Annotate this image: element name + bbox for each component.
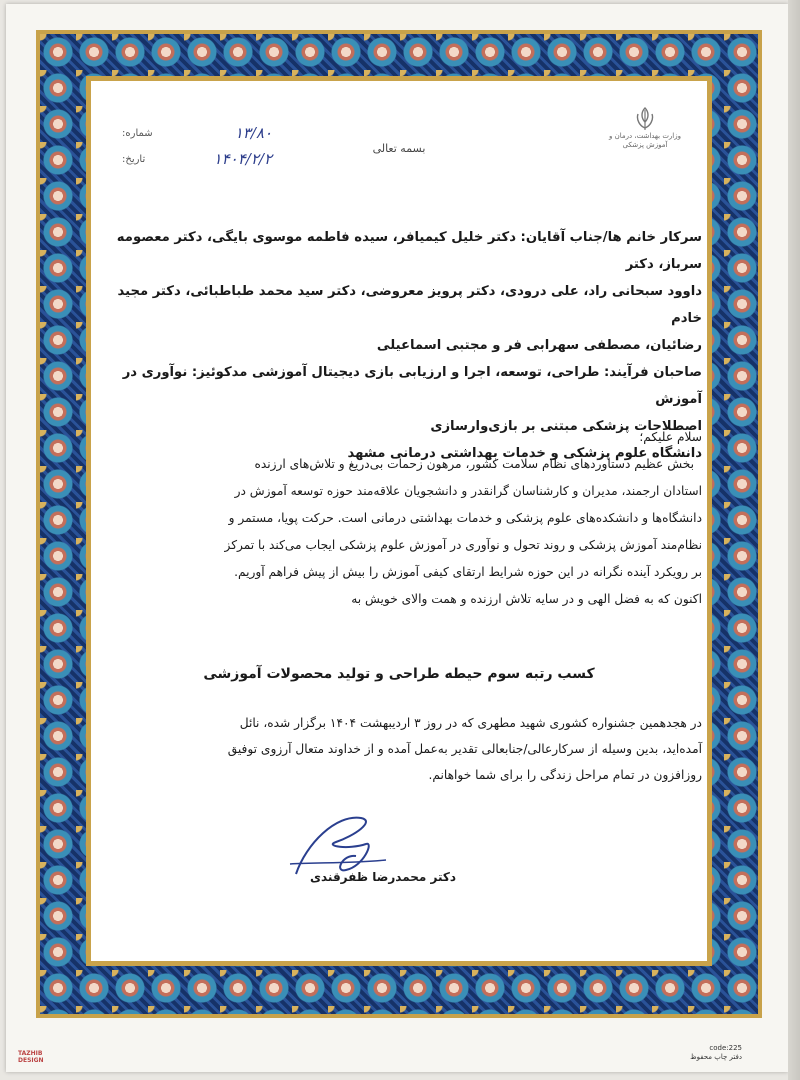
print-note: دفتر چاپ محفوظ — [690, 1053, 742, 1061]
closing-line: در هجدهمین جشنواره کشوری شهید مطهری که در روز ۳ اردیبهشت ۱۴۰۴ برگزار شده، نائل — [239, 716, 702, 730]
body-line: بخش عظیم دستاوردهای نظام سلامت کشور، مرهون زحمات بی‌دریغ و تلاش‌های ارزنده — [254, 457, 694, 471]
university-line: دانشگاه علوم پزشکی و خدمات بهداشتی درمانی مشهد — [347, 446, 702, 461]
process-line: اصطلاحات پزشکی مبتنی بر بازی‌وارسازی — [430, 419, 702, 434]
number-row — [122, 120, 272, 146]
closing-line: روزافزون در تمام مراحل زندگی را برای شما خواهانم. — [428, 768, 702, 782]
scan-edge — [788, 0, 800, 1080]
body-line: بر رویکرد آینده نگرانه در این حوزه شرایط ارتقای کیفی آموزش را بیش از پیش فراهم آوریم. — [234, 565, 702, 579]
letter-body — [96, 424, 702, 613]
date-value: ۱۴۰۴/۲/۲ — [213, 150, 272, 168]
publisher-logo: TAZHIB DESIGN — [18, 1050, 44, 1064]
signer-name: دکتر محمدرضا ظفرقندی — [309, 870, 456, 884]
letter-content — [96, 84, 702, 958]
closing-paragraph — [96, 710, 702, 788]
ministry-emblem — [600, 106, 690, 176]
code-label: code:225 — [709, 1044, 742, 1052]
process-line: صاحبان فرآیند: طراحی، توسعه، اجرا و ارزیابی بازی دیجیتال آموزشی مدکوئیز: نوآوری در آموزش — [122, 365, 702, 407]
address-line: سرکار خانم ها/جناب آقایان: دکتر خلیل کیمیافر، سیده فاطمه موسوی بایگی، دکتر معصومه سرباز، دکتر — [116, 230, 702, 272]
greeting: سلام علیکم؛ — [639, 430, 702, 444]
body-line: نظام‌مند آموزش پزشکی و روند تحول و نوآوری در آموزش علوم پزشکی ایجاب می‌کند با تمرکز — [224, 538, 702, 552]
body-line: استادان ارجمند، مدیران و کارشناسان گرانقدر و دانشجویان علاقه‌مند حوزه توسعه آموزش در — [234, 484, 702, 498]
print-code — [690, 1044, 742, 1062]
ministry-name: وزارت بهداشت، درمان و آموزش پزشکی — [608, 132, 682, 149]
date-label: تاریخ: — [122, 153, 146, 165]
bismillah: بسمه تعالی — [372, 142, 426, 155]
signature-block — [276, 804, 456, 894]
certificate-sheet — [6, 4, 788, 1072]
iran-emblem-icon — [632, 106, 658, 132]
body-line: دانشگاه‌ها و دانشکده‌های علوم پزشکی و خدمات بهداشتی درمانی است. حرکت پویا، مستمر و — [228, 511, 702, 525]
number-label: شماره: — [122, 127, 153, 139]
number-value: ۱۳/۸۰ — [234, 124, 272, 142]
address-line: داوود سبحانی راد، علی درودی، دکتر پرویز معروضی، دکتر سید محمد طباطبائی، دکتر مجید خادم — [117, 284, 702, 326]
letter-meta — [122, 120, 272, 172]
award-title: کسب رتبه سوم حیطه طراحی و تولید محصولات آموزشی — [203, 666, 595, 682]
closing-line: آمده‌اید، بدین وسیله از سرکارعالی/جنابعالی تقدیر به‌عمل آمده و از خداوند متعال آرزوی توفیق — [227, 742, 702, 756]
body-line: اکنون که به فضل الهی و در سایه تلاش ارزنده و همت والای خویش به — [351, 592, 702, 606]
date-row — [122, 146, 272, 172]
address-line: رضائیان، مصطفی سهرابی فر و مجتبی اسماعیلی — [376, 338, 702, 353]
